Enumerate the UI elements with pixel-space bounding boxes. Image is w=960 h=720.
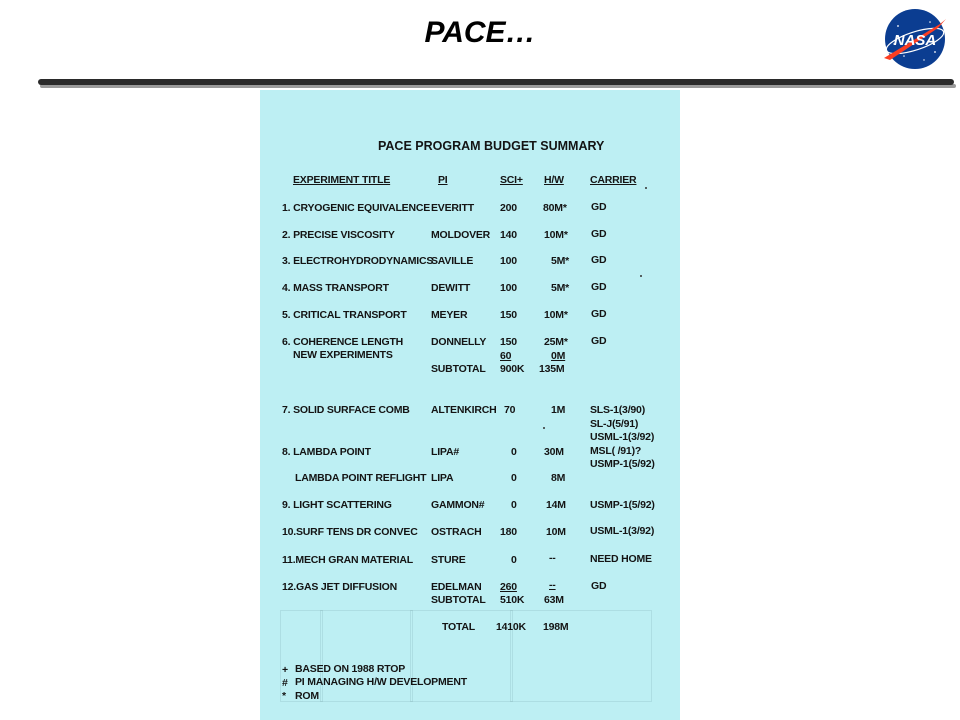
row-title: LAMBDA POINT REFLIGHT	[295, 472, 427, 484]
row-hw: 10M*	[544, 309, 568, 321]
row-title: 7. SOLID SURFACE COMB	[282, 404, 410, 416]
subtotal-sci: 510K	[500, 594, 525, 606]
column-header-sci: SCI+	[500, 174, 523, 186]
row-title: 8. LAMBDA POINT	[282, 446, 371, 458]
row-pi: ALTENKIRCH	[431, 404, 497, 416]
column-header-pi: PI	[438, 174, 448, 186]
row-carrier: USMP-1(5/92)	[590, 499, 655, 511]
row-hw: --	[549, 552, 556, 564]
total-sci: 1410K	[496, 621, 526, 633]
row-hw: 14M	[546, 499, 566, 511]
row-hw: 5M*	[551, 255, 570, 267]
footnote-symbol: *	[282, 690, 286, 702]
slide-title: PACE…	[424, 16, 536, 49]
row-carrier: USMP-1(5/92)	[590, 458, 655, 470]
row-carrier: USML-1(3/92)	[590, 525, 655, 537]
subtotal-sci: 900K	[500, 363, 525, 375]
row-carrier: NEED HOME	[590, 553, 652, 565]
row-sci: 60	[500, 350, 512, 362]
row-pi: GAMMON#	[431, 499, 485, 511]
row-hw: 8M	[551, 472, 566, 484]
row-carrier: GD	[591, 580, 607, 592]
footnote-symbol: +	[282, 664, 288, 676]
row-title: 4. MASS TRANSPORT	[282, 282, 389, 294]
row-sci: 0	[511, 446, 517, 458]
row-pi: STURE	[431, 554, 466, 566]
row-hw: 5M*	[551, 282, 570, 294]
row-title: 2. PRECISE VISCOSITY	[282, 229, 395, 241]
row-carrier: GD	[591, 335, 607, 347]
row-title: 10.SURF TENS DR CONVEC	[282, 526, 418, 538]
row-sci: 100	[500, 255, 517, 267]
row-carrier: SLS-1(3/90)	[590, 404, 645, 416]
row-pi: LIPA	[431, 472, 454, 484]
row-pi: MOLDOVER	[431, 229, 491, 241]
row-title: 9. LIGHT SCATTERING	[282, 499, 392, 511]
row-hw: 1M	[551, 404, 566, 416]
row-sci: 200	[500, 202, 517, 214]
row-pi: OSTRACH	[431, 526, 482, 538]
row-pi: LIPA#	[431, 446, 459, 458]
row-hw: 0M	[551, 350, 566, 362]
row-sci: 150	[500, 336, 517, 348]
row-pi: MEYER	[431, 309, 468, 321]
row-hw: 10M	[546, 526, 566, 538]
subtotal-label: SUBTOTAL	[431, 363, 486, 375]
row-sci: 70	[504, 404, 516, 416]
row-title: 1. CRYOGENIC EQUIVALENCE	[282, 202, 431, 214]
row-sci: 140	[500, 229, 517, 241]
row-sci: 0	[511, 554, 517, 566]
row-pi: EDELMAN	[431, 581, 482, 593]
row-hw: 30M	[544, 446, 564, 458]
subtotal-hw: 135M	[539, 363, 565, 375]
subtotal-hw: 63M	[544, 594, 564, 606]
row-pi: EVERITT	[431, 202, 474, 214]
total-hw: 198M	[543, 621, 569, 633]
row-carrier: USML-1(3/92)	[590, 431, 655, 443]
row-pi: SAVILLE	[431, 255, 474, 267]
row-carrier: SL-J(5/91)	[590, 418, 639, 430]
row-sci: 150	[500, 309, 517, 321]
row-hw: 80M*	[543, 202, 567, 214]
row-sci: 100	[500, 282, 517, 294]
nasa-logo	[880, 6, 950, 72]
row-sci: 0	[511, 472, 517, 484]
row-hw: 25M*	[544, 336, 568, 348]
document-heading: PACE PROGRAM BUDGET SUMMARY	[378, 139, 605, 153]
row-title: 6. COHERENCE LENGTH	[282, 336, 404, 348]
footnote-symbol: #	[282, 677, 288, 689]
row-carrier: GD	[591, 254, 607, 266]
row-sci: 260	[500, 581, 517, 593]
row-title: 5. CRITICAL TRANSPORT	[282, 309, 407, 321]
row-hw: 10M*	[544, 229, 568, 241]
total-label: TOTAL	[442, 621, 476, 633]
row-title: NEW EXPERIMENTS	[293, 349, 393, 361]
subtotal-label: SUBTOTAL	[431, 594, 486, 606]
row-carrier: GD	[591, 281, 607, 293]
row-carrier: GD	[591, 228, 607, 240]
row-pi: DEWITT	[431, 282, 471, 294]
row-hw: --	[549, 579, 556, 591]
row-title: 3. ELECTROHYDRODYNAMICS	[282, 255, 434, 267]
footnote-text: PI MANAGING H/W DEVELOPMENT	[295, 676, 467, 688]
row-title: 12.GAS JET DIFFUSION	[282, 581, 398, 593]
row-carrier: MSL( /91)?	[590, 445, 642, 457]
row-carrier: GD	[591, 308, 607, 320]
budget-document	[260, 90, 680, 720]
column-header-title: EXPERIMENT TITLE	[293, 174, 391, 186]
row-sci: 0	[511, 499, 517, 511]
row-pi: DONNELLY	[431, 336, 487, 348]
row-title: 11.MECH GRAN MATERIAL	[282, 554, 413, 566]
footnote-text: BASED ON 1988 RTOP	[295, 663, 405, 675]
column-header-carrier: CARRIER	[590, 174, 637, 186]
column-header-hw: H/W	[544, 174, 564, 186]
divider-rule	[38, 79, 954, 85]
row-carrier: GD	[591, 201, 607, 213]
nasa-logo-text: NASA	[893, 32, 937, 49]
row-sci: 180	[500, 526, 517, 538]
footnote-text: ROM	[295, 690, 319, 702]
